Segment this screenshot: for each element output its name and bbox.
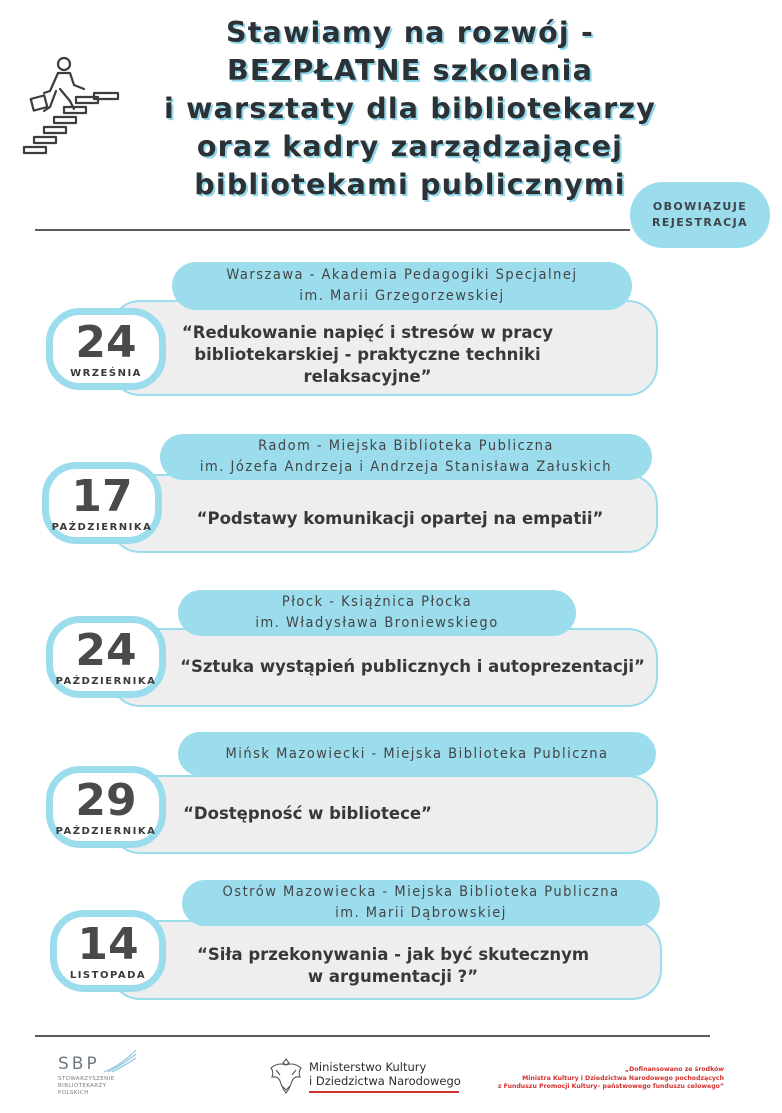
event-month: PAŹDZIERNIKA: [55, 675, 157, 687]
event-topic: “Dostępność w bibliotece”: [183, 804, 432, 823]
event-day: 29: [75, 774, 137, 826]
header-divider: [35, 229, 630, 231]
event-topic: “Podstawy komunikacji opartej na empatii”: [196, 509, 604, 528]
ministry-red-line: [309, 1091, 459, 1093]
event-date-badge: [46, 616, 166, 698]
event-location: Radom - Miejska Biblioteka Publiczna im. Józefa Andrzeja i Andrzeja Stanisława Załuskich: [160, 434, 652, 480]
event-month: WRZEŚNIA: [70, 367, 142, 379]
event-topic: “Siła przekonywania - jak być skutecznym w argumentacji ?”: [196, 945, 590, 986]
event-location: Płock - Książnica Płocka im. Władysława Broniewskiego: [178, 590, 576, 636]
event-topic: “Sztuka wystąpień publicznych i autoprezentacji”: [180, 657, 645, 676]
funding-note: „Dofinansowano ze środków Ministra Kultury i Dziedzictwa Narodowego pochodzących z Funduszu Promocji Kultury– państwowego funduszu celowego”: [497, 1066, 724, 1090]
event-topic: “Redukowanie napięć i stresów w pracy bibliotekarskiej - praktyczne techniki relaksacyjne”: [181, 323, 554, 386]
event-date-badge: [42, 462, 162, 544]
event-month: PAŹDZIERNIKA: [55, 825, 157, 837]
event-date-badge: [46, 766, 166, 848]
sbp-logo: SBP STOWARZYSZENIE BIBLIOTEKARZY POLSKICH: [58, 1048, 168, 1097]
registration-badge: OBOWIĄZUJE REJESTRACJA: [630, 182, 770, 248]
sbp-abbr: SBP: [58, 1054, 100, 1074]
event-day: 17: [71, 470, 133, 522]
footer-divider: [35, 1035, 710, 1037]
event-location: Mińsk Mazowiecki - Miejska Biblioteka Publiczna: [178, 732, 656, 776]
event-date-badge: [50, 910, 166, 992]
page-title: Stawiamy na rozwój - BEZPŁATNE szkolenia i warsztaty dla bibliotekarzy oraz kadry zarządzającej bibliotekami publicznymi: [163, 16, 656, 201]
stairs-climber-icon: [20, 55, 124, 159]
event-date-badge: [46, 308, 166, 390]
event-day: 24: [75, 316, 137, 368]
eagle-emblem-icon: [268, 1056, 304, 1096]
ministry-logo: Ministerstwo Kultury i Dziedzictwa Narodowego: [268, 1056, 461, 1096]
event-month: PAŹDZIERNIKA: [51, 521, 153, 533]
sbp-swoosh-icon: [102, 1048, 138, 1074]
event-location: Ostrów Mazowiecka - Miejska Biblioteka Publiczna im. Marii Dąbrowskiej: [182, 880, 660, 926]
event-day: 14: [77, 918, 139, 970]
event-day: 24: [75, 624, 137, 676]
event-month: LISTOPADA: [69, 969, 147, 981]
event-location: Warszawa - Akademia Pedagogiki Specjalnej im. Marii Grzegorzewskiej: [172, 262, 632, 310]
